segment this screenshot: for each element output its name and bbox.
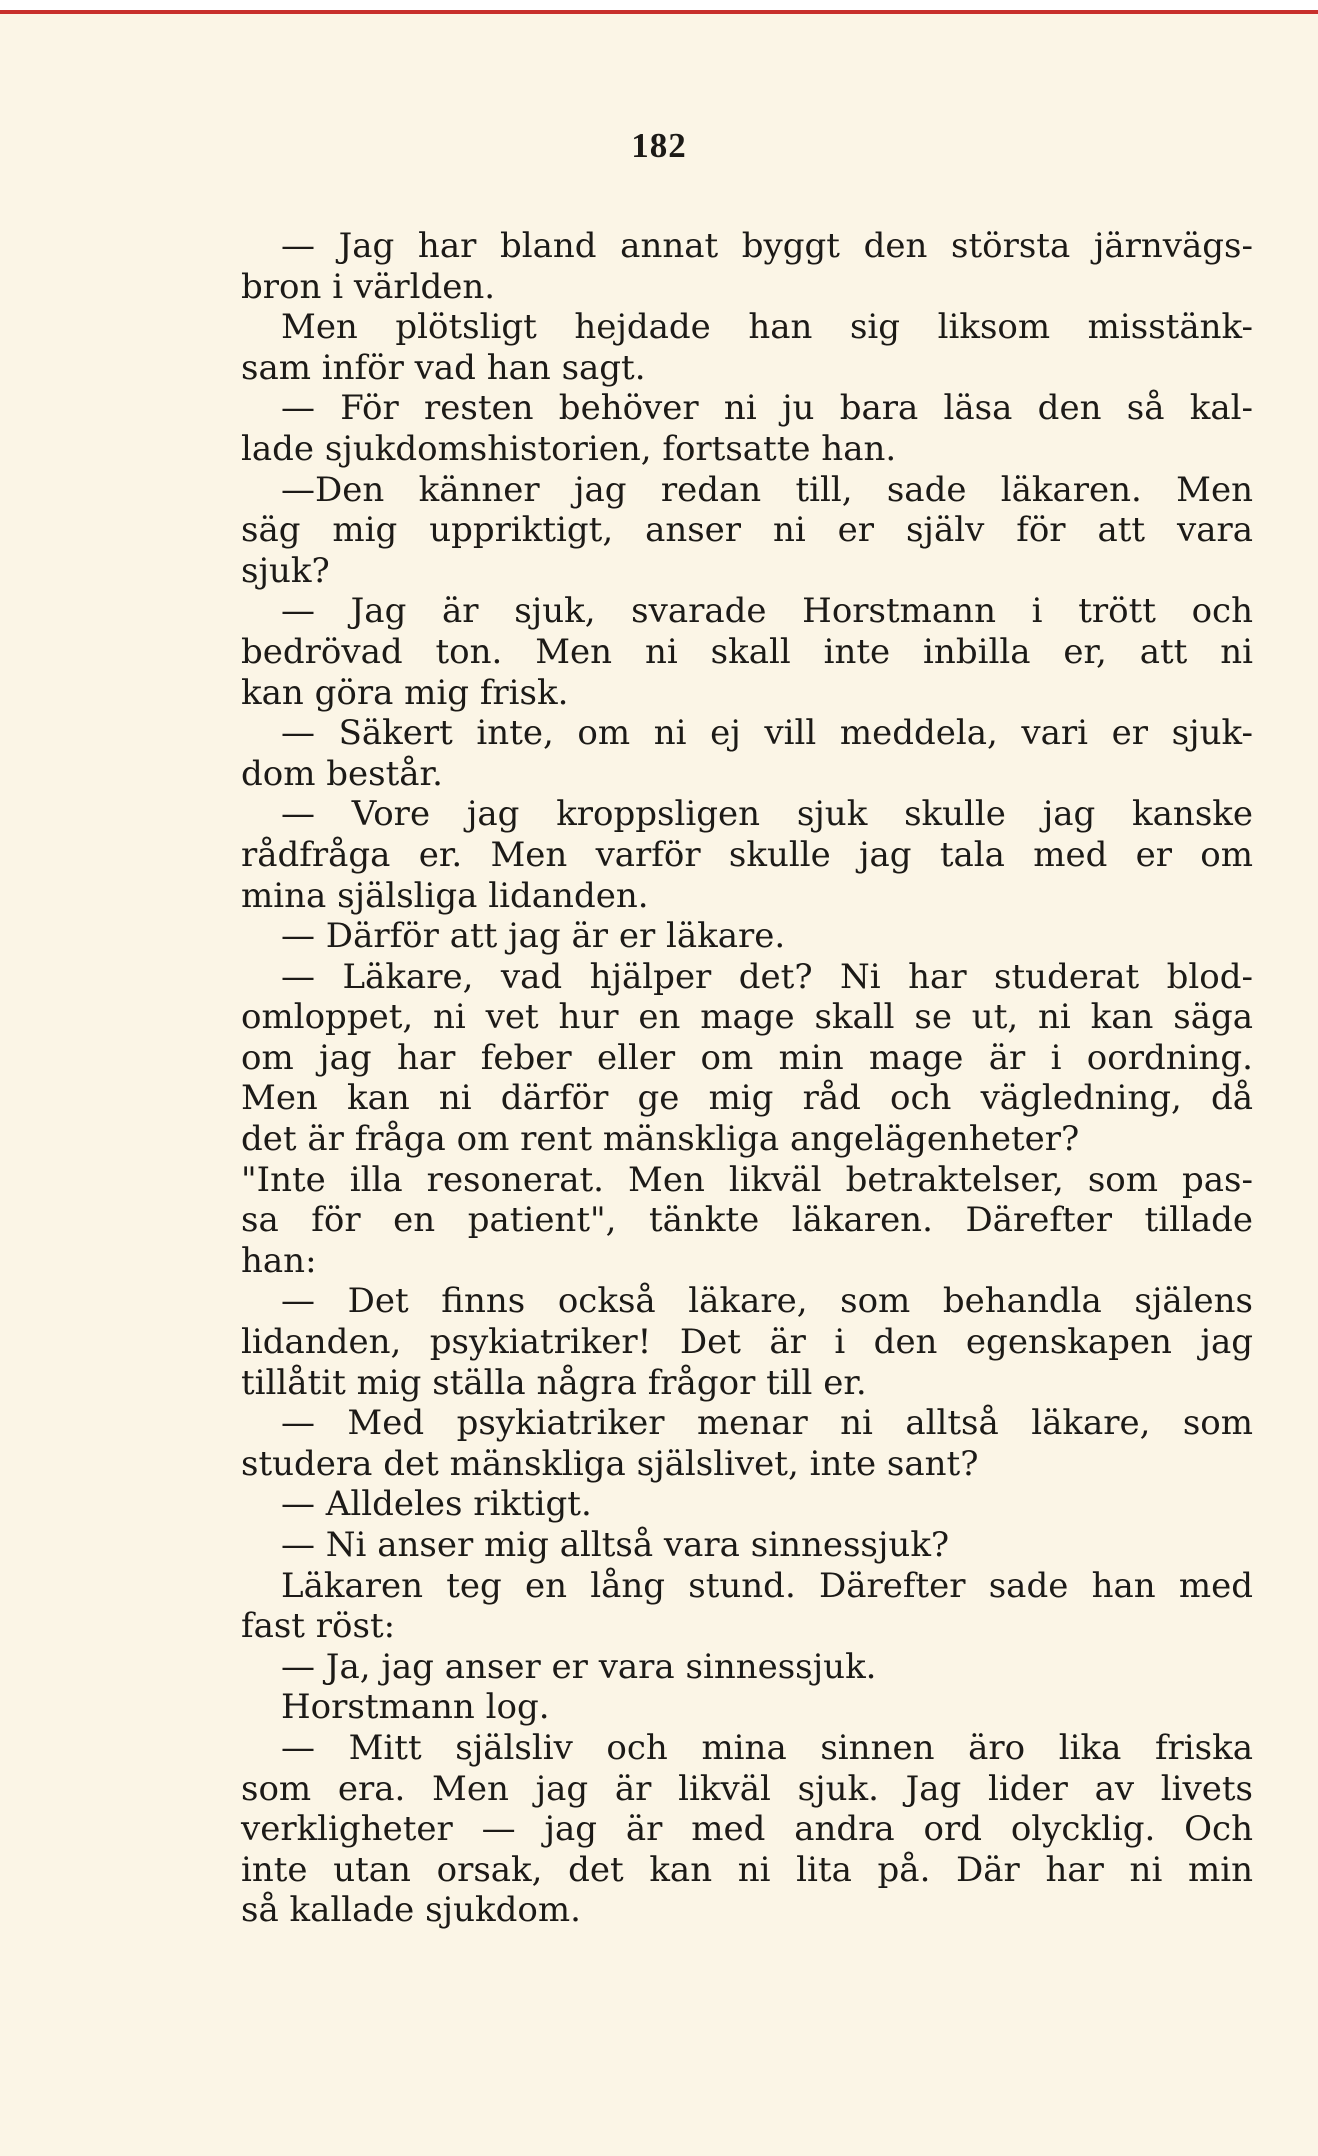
text-line: mina själsliga lidanden. [241,875,649,916]
text-line: lidanden, psykiatriker! Det är i den egenskapen jag [241,1322,1253,1363]
text-line: säg mig uppriktigt, anser ni er själv för att vara [241,510,1253,551]
text-line: om jag har feber eller om min mage är i oordning. [241,1037,1253,1078]
text-line: studera det mänskliga själslivet, inte sant? [241,1443,979,1484]
text-line: — Det finns också läkare, som behandla själens [281,1281,1253,1322]
text-line: sa för en patient", tänkte läkaren. Därefter tillade [241,1200,1253,1241]
text-line: — Därför att jag är er läkare. [281,916,786,957]
page-number: 182 [631,126,687,165]
text-line: "Inte illa resonerat. Men likväl betraktelser, som pas- [241,1159,1253,1200]
text-line: Horstmann log. [281,1687,550,1728]
text-line: — Alldeles riktigt. [281,1484,592,1525]
text-line: — Säkert inte, om ni ej vill meddela, vari er sjuk- [281,713,1253,754]
book-page [0,10,1318,2156]
text-line: verkligheter — jag är med andra ord olycklig. Och [241,1809,1253,1850]
text-line: — Mitt själsliv och mina sinnen äro lika friska [281,1727,1253,1768]
text-line: Men plötsligt hejdade han sig liksom misstänk- [281,307,1253,348]
text-line: det är fråga om rent mänskliga angelägenheter? [241,1119,1080,1160]
text-line: bedrövad ton. Men ni skall inte inbilla er, att ni [241,631,1253,672]
text-line: dom består. [241,753,443,794]
text-line: fast röst: [241,1606,396,1647]
text-line: Men kan ni därför ge mig råd och vägledning, då [241,1078,1253,1119]
body-text [241,226,1253,1931]
text-line: sjuk? [241,550,330,591]
text-line: — Ni anser mig alltså vara sinnessjuk? [281,1525,950,1565]
text-line: — För resten behöver ni ju bara läsa den så kal- [281,388,1253,429]
text-line: bron i världen. [241,266,496,307]
text-line: — Med psykiatriker menar ni alltså läkare, som [281,1403,1253,1444]
text-line: inte utan orsak, det kan ni lita på. Där har ni min [241,1849,1253,1890]
text-line: som era. Men jag är likväl sjuk. Jag lider av livets [241,1768,1253,1809]
text-line: rådfråga er. Men varför skulle jag tala med er om [241,834,1253,875]
text-line: — Jag är sjuk, svarade Horstmann i trött och [281,591,1253,632]
text-line: sam inför vad han sagt. [241,347,646,388]
text-line: — Vore jag kroppsligen sjuk skulle jag kanske [281,794,1253,835]
text-line: — Jag har bland annat byggt den största järnvägs- [281,226,1253,266]
text-line: tillåtit mig ställa några frågor till er. [241,1362,867,1403]
text-line: kan göra mig frisk. [241,672,569,713]
text-line: så kallade sjukdom. [241,1890,581,1931]
text-line: —Den känner jag redan till, sade läkaren. Men [281,469,1253,510]
text-line: omloppet, ni vet hur en mage skall se ut, ni kan säga [241,997,1253,1038]
text-line: lade sjukdomshistorien, fortsatte han. [241,428,897,469]
text-line: han: [241,1240,317,1281]
text-line: — Läkare, vad hjälper det? Ni har studerat blod- [281,956,1253,997]
text-line: — Ja, jag anser er vara sinnessjuk. [281,1646,877,1687]
text-line: Läkaren teg en lång stund. Därefter sade han med [281,1565,1253,1606]
